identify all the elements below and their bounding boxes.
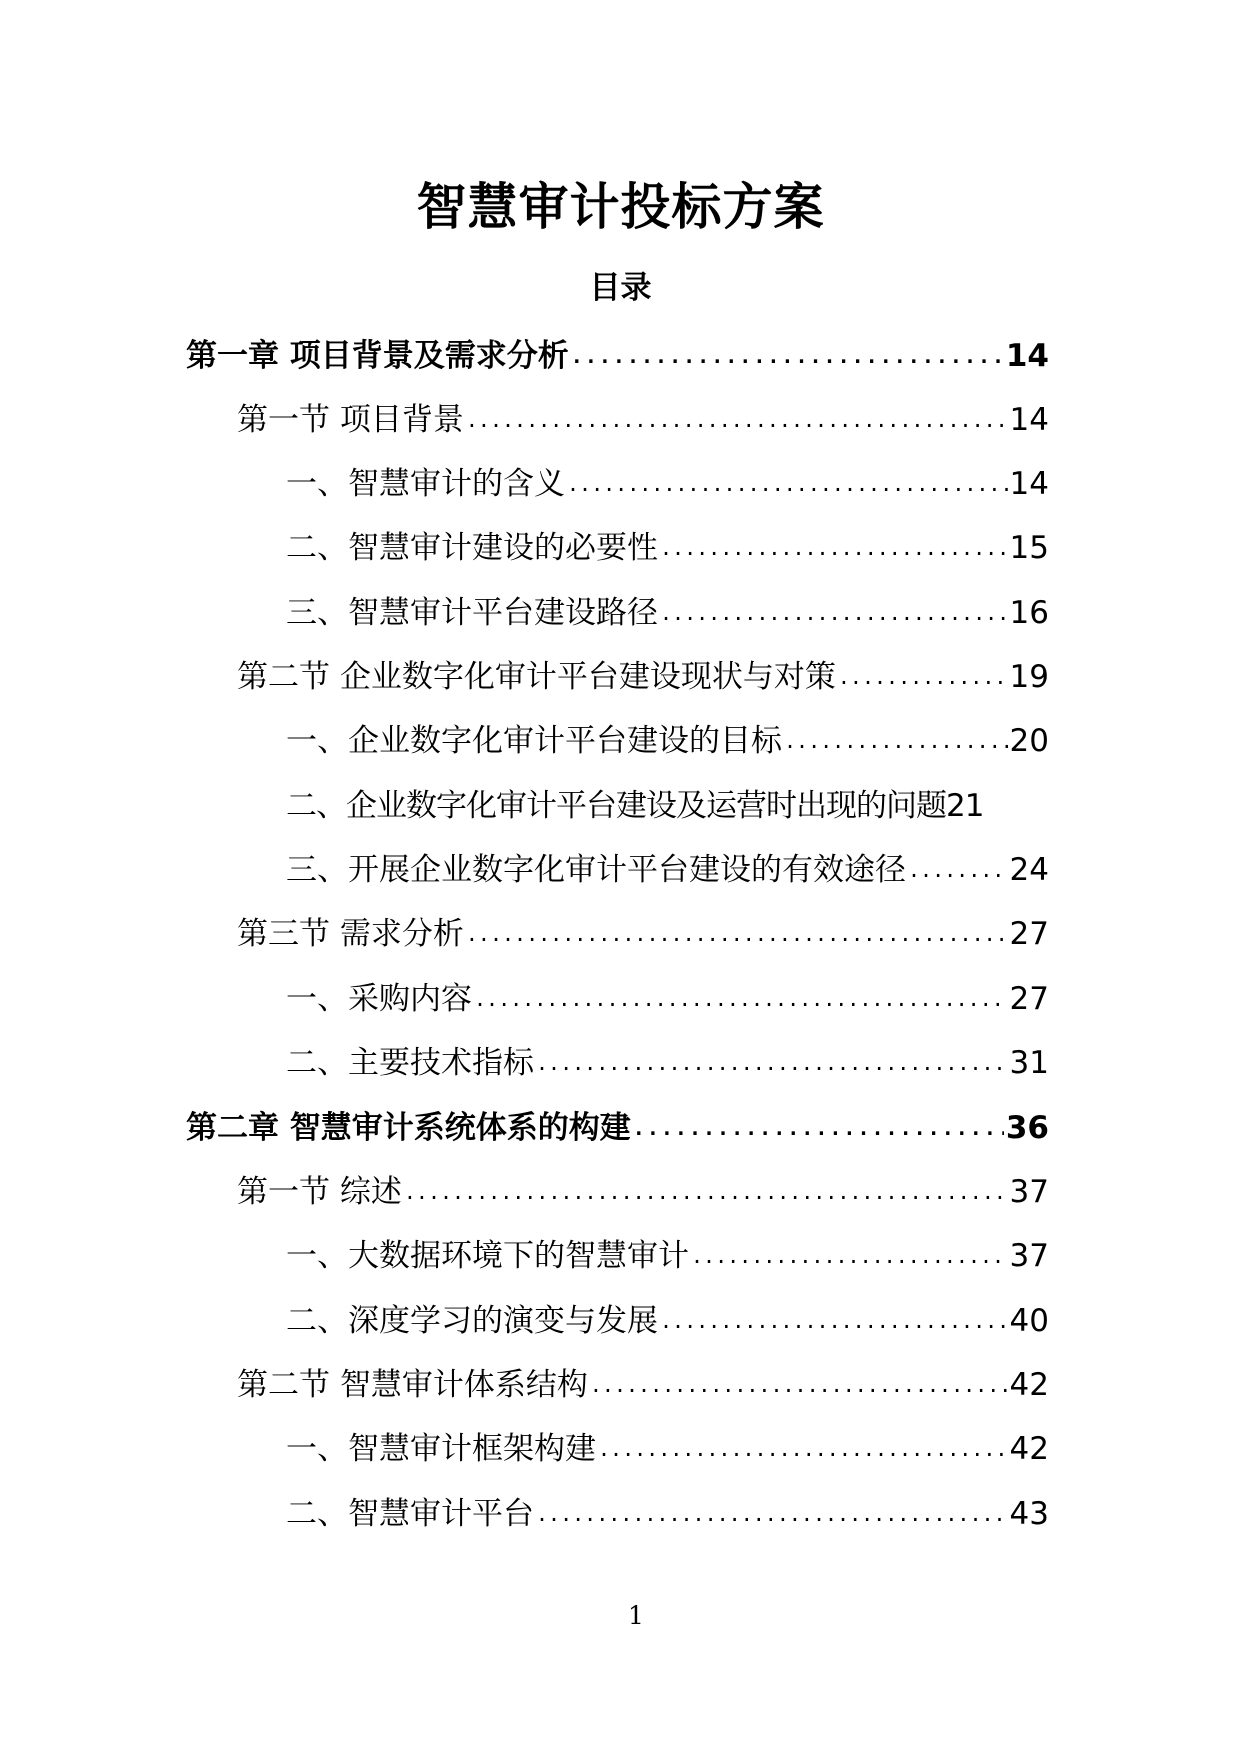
toc-entry-text: 第一节 项目背景 <box>237 402 464 438</box>
toc-entry-section[interactable] <box>237 1357 1049 1405</box>
toc-entry-text: 第三节 需求分析 <box>237 916 464 952</box>
toc-dot-leader <box>567 464 1008 504</box>
toc-entry-chapter-1[interactable] <box>186 328 1049 376</box>
toc-page-number: 42 <box>1009 1431 1049 1467</box>
page-number: 1 <box>628 1601 644 1630</box>
toc-entry-text: 二、智慧审计建设的必要性 <box>286 530 658 566</box>
toc-entry-subsection[interactable] <box>286 778 1049 826</box>
toc-dot-leader <box>536 1043 1008 1083</box>
toc-dot-leader <box>474 979 1008 1019</box>
toc-page-number: 37 <box>1009 1174 1049 1210</box>
toc-dot-leader <box>633 1108 1004 1148</box>
toc-dot-leader <box>660 528 1008 568</box>
toc-entry-section[interactable] <box>237 649 1049 697</box>
toc-dot-leader <box>590 1365 1008 1405</box>
toc-entry-text: 三、智慧审计平台建设路径 <box>286 595 658 631</box>
toc-entry-text: 第二章 智慧审计系统体系的构建 <box>186 1110 631 1146</box>
toc-entry-text: 三、开展企业数字化审计平台建设的有效途径 <box>286 852 906 888</box>
toc-entry-text: 第二节 企业数字化审计平台建设现状与对策 <box>237 659 836 695</box>
toc-dot-leader <box>908 850 1008 890</box>
toc-entry-subsection[interactable] <box>286 1035 1049 1083</box>
toc-page-number: 14 <box>1009 466 1049 502</box>
toc-entry-section[interactable] <box>237 906 1049 954</box>
toc-dot-leader <box>838 657 1008 697</box>
toc-entry-text: 一、智慧审计的含义 <box>286 466 565 502</box>
toc-page-number: 14 <box>1005 338 1049 374</box>
toc-dot-leader <box>466 400 1008 440</box>
toc-entry-subsection[interactable] <box>286 1486 1049 1534</box>
toc-page-number: 36 <box>1005 1110 1049 1146</box>
toc-entry-text: 二、深度学习的演变与发展 <box>286 1303 658 1339</box>
toc-entry-subsection[interactable] <box>286 1228 1049 1276</box>
toc-page-number: 16 <box>1009 595 1049 631</box>
toc-dot-leader <box>571 336 1004 376</box>
toc-entry-subsection[interactable] <box>286 585 1049 633</box>
toc-entry-text: 第一章 项目背景及需求分析 <box>186 338 569 374</box>
toc-entry-text: 第二节 智慧审计体系结构 <box>237 1367 588 1403</box>
toc-entry-text: 第一节 综述 <box>237 1174 402 1210</box>
toc-entry-text: 二、主要技术指标 <box>286 1045 534 1081</box>
toc-dot-leader <box>466 914 1008 954</box>
toc-entry-text: 一、智慧审计框架构建 <box>286 1431 596 1467</box>
toc-page-number: 42 <box>1009 1367 1049 1403</box>
toc-entry-subsection[interactable] <box>286 971 1049 1019</box>
toc-page-number: 14 <box>1009 402 1049 438</box>
toc-entry-text: 一、企业数字化审计平台建设的目标 <box>286 723 782 759</box>
toc-dot-leader <box>404 1172 1008 1212</box>
toc-page-number: 24 <box>1009 852 1049 888</box>
toc-dot-leader <box>660 1301 1008 1341</box>
toc-dot-leader <box>660 593 1008 633</box>
toc-entry-subsection[interactable] <box>286 842 1049 890</box>
toc-page-number: 27 <box>1009 981 1049 1017</box>
toc-entry-text: 二、智慧审计平台 <box>286 1496 534 1532</box>
toc-page-number: 40 <box>1009 1303 1049 1339</box>
document-title: 智慧审计投标方案 <box>416 178 825 236</box>
toc-entry-section[interactable] <box>237 1164 1049 1212</box>
toc-entry-text: 一、大数据环境下的智慧审计 <box>286 1238 689 1274</box>
toc-heading: 目录 <box>589 270 652 306</box>
toc-dot-leader <box>691 1236 1008 1276</box>
toc-dot-leader <box>536 1494 1008 1534</box>
toc-entry-section[interactable] <box>237 392 1049 440</box>
toc-dot-leader <box>598 1429 1008 1469</box>
toc-entry-text: 二、企业数字化审计平台建设及运营时出现的问题 <box>286 788 946 824</box>
toc-page-number: 27 <box>1009 916 1049 952</box>
toc-entry-chapter-2[interactable] <box>186 1100 1049 1148</box>
toc-dot-leader <box>784 721 1008 761</box>
toc-page-number: 21 <box>946 788 984 824</box>
toc-page-number: 20 <box>1009 723 1049 759</box>
toc-entry-subsection[interactable] <box>286 1421 1049 1469</box>
toc-page-number: 31 <box>1009 1045 1049 1081</box>
toc-page-number: 19 <box>1009 659 1049 695</box>
toc-page-number: 15 <box>1009 530 1049 566</box>
toc-page-number: 37 <box>1009 1238 1049 1274</box>
toc-page-number: 43 <box>1009 1496 1049 1532</box>
toc-entry-subsection[interactable] <box>286 1293 1049 1341</box>
toc-entry-subsection[interactable] <box>286 456 1049 504</box>
toc-entry-text: 一、采购内容 <box>286 981 472 1017</box>
toc-entry-subsection[interactable] <box>286 713 1049 761</box>
toc-entry-subsection[interactable] <box>286 520 1049 568</box>
